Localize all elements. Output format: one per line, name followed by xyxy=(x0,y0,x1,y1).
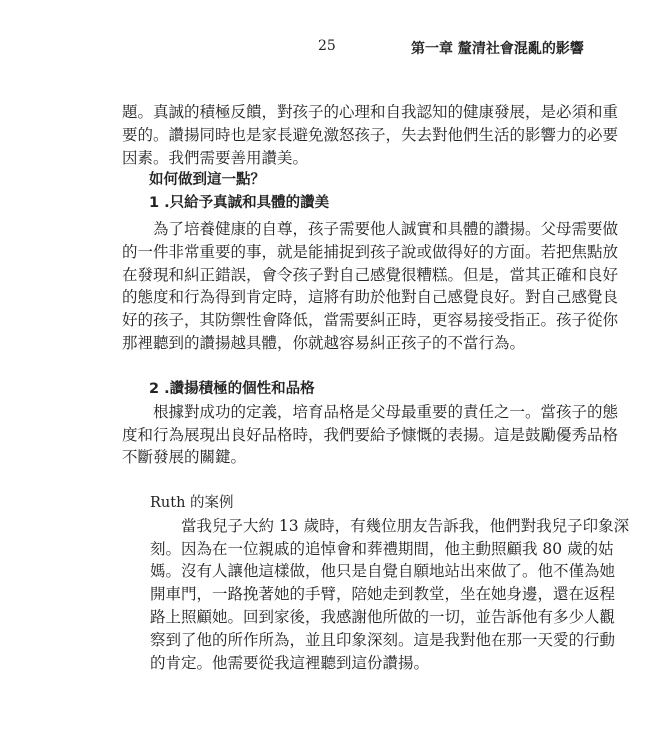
section2 xyxy=(122,378,619,469)
intro-paragraph xyxy=(122,101,619,215)
text-line: 根據對成功的定義，培育品格是父母最重要的責任之一。當孩子的態 xyxy=(153,402,619,421)
text-line: 在發現和糾正錯誤，會令孩子對自己感覺很糟糕。但是，當其正確和良好 xyxy=(122,265,619,284)
text-line: 察到了他的所作所為，並且印象深刻。這是我對他在那一天愛的行動 xyxy=(150,630,616,649)
text-line: 當我兒子大約 13 歲時，有幾位朋友告訴我，他們對我兒子印象深 xyxy=(181,516,630,535)
case-heading: Ruth 的案例 xyxy=(150,495,234,511)
text-line: 要的。讚揚同時也是家長避免激怒孩子，失去對他們生活的影響力的必要 xyxy=(122,125,619,144)
page-number: 25 xyxy=(318,38,336,54)
text-line: 為了培養健康的自尊，孩子需要他人誠實和具體的讚揚。父母需要做 xyxy=(153,220,619,238)
text-line: 刻。因為在一位親戚的追悼會和葬禮期間，他主動照顧我 80 歲的姑 xyxy=(150,539,614,558)
section1-heading: 1 .只給予真誠和具體的讚美 xyxy=(149,195,330,212)
text-line: 的態度和行為得到肯定時，這將有助於他對自己感覺良好。對自己感覺良 xyxy=(122,288,619,307)
text-line: 的肯定。他需要從我這裡聽到這份讚揚。 xyxy=(150,653,430,672)
text-line: 路上照顧她。回到家後，我感謝他所做的一切，並告訴他有多少人觀 xyxy=(150,607,616,626)
text-line: 媽。沒有人讓他這樣做，他只是自覺自願地站出來做了。他不僅為她 xyxy=(150,562,616,581)
text-line: 好的孩子，其防禦性會降低，當需要糾正時，更容易接受指正。孩子從你 xyxy=(122,311,619,330)
text-line: 那裡聽到的讚揚越具體，你就越容易糾正孩子的不當行為。 xyxy=(122,333,526,352)
section1-paragraph xyxy=(122,218,619,355)
chapter-title: 第一章 釐清社會混亂的影響 xyxy=(411,41,584,57)
text-line: 不斷發展的關鍵。 xyxy=(122,448,247,467)
text-line: 的一件非常重要的事，就是能捕捉到孩子說或做得好的方面。若把焦點放 xyxy=(122,242,619,261)
how-heading: 如何做到這一點？ xyxy=(149,172,265,189)
text-line: 題。真誠的積極反饋，對孩子的心理和自我認知的健康發展，是必須和重 xyxy=(122,103,619,121)
text-line: 因素。我們需要善用讚美。 xyxy=(122,148,309,167)
case-study xyxy=(150,492,630,674)
section2-heading: 2 .讚揚積極的個性和品格 xyxy=(149,381,315,397)
text-line: 度和行為展現出良好品格時，我們要給予慷慨的表揚。這是鼓勵優秀品格 xyxy=(122,425,619,444)
text-line: 開車門，一路挽著她的手臂，陪她走到教堂，坐在她身邊，還在返程 xyxy=(150,585,616,604)
